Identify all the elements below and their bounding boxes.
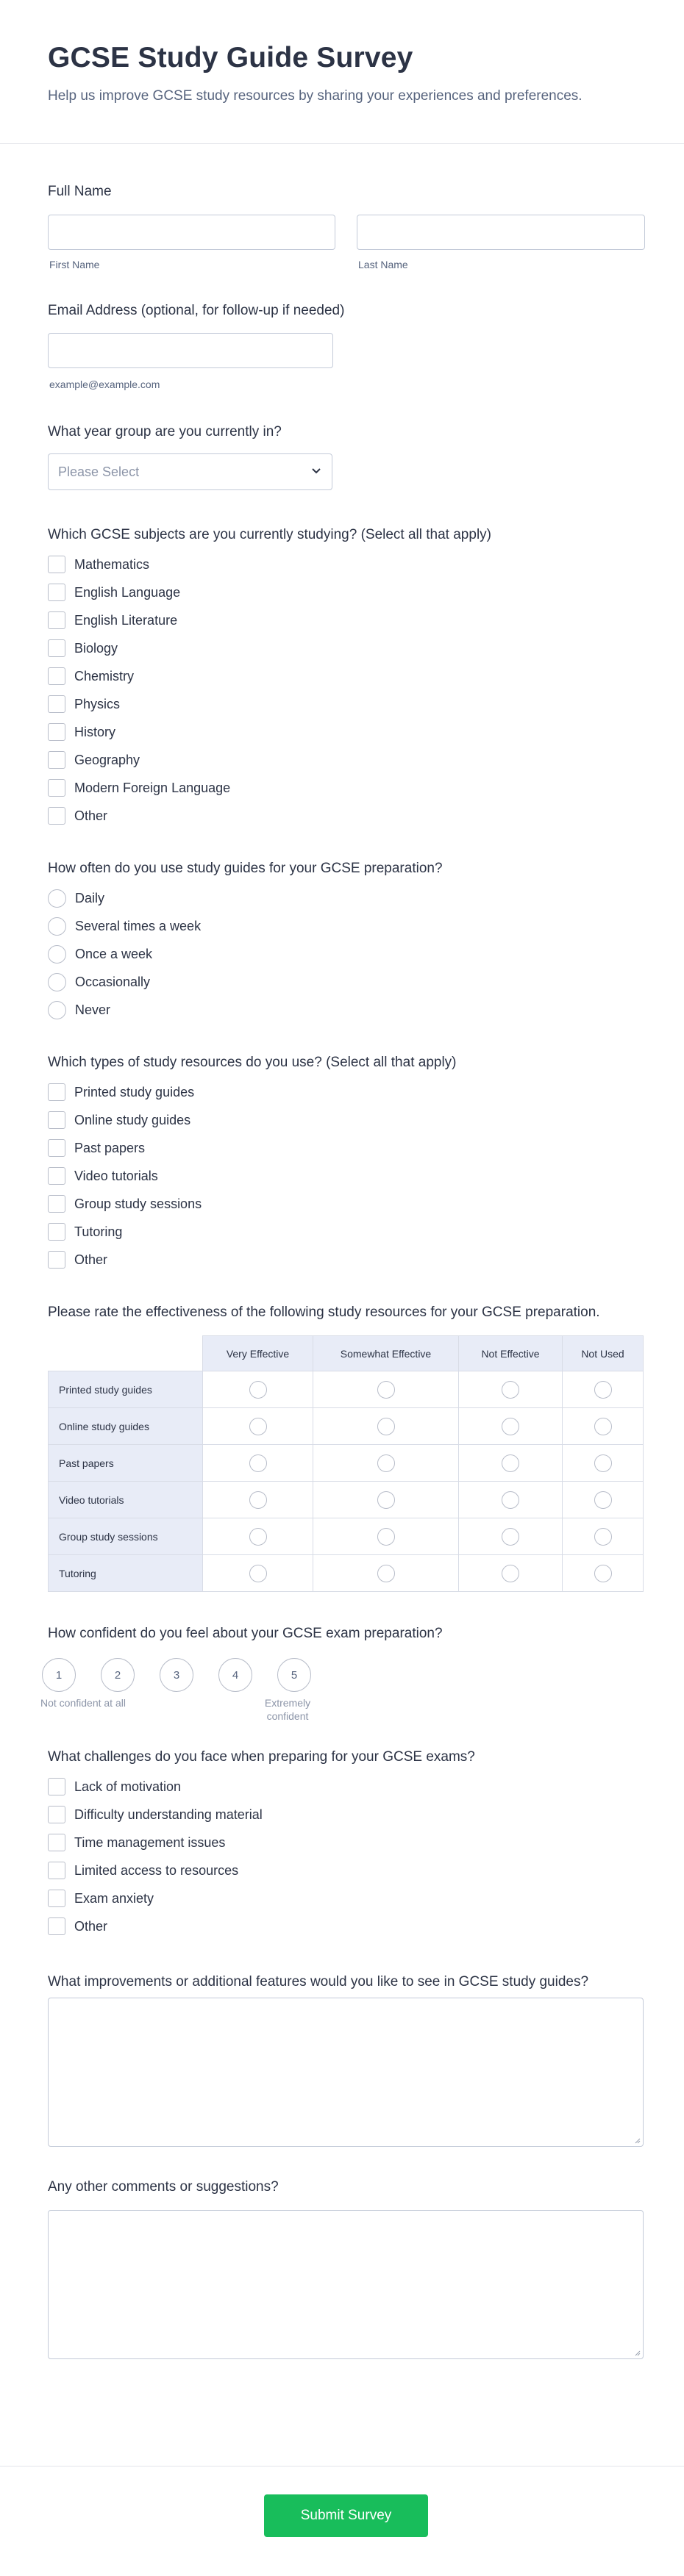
confidence-scale	[42, 1658, 644, 1692]
checkbox[interactable]	[48, 779, 65, 797]
matrix-radio[interactable]	[377, 1528, 395, 1546]
challenge-option[interactable]	[48, 1801, 644, 1829]
year-group-placeholder: Please Select	[58, 464, 140, 479]
subject-option[interactable]	[48, 690, 644, 718]
checkbox[interactable]	[48, 667, 65, 685]
radio-button[interactable]	[48, 917, 66, 936]
effectiveness-matrix	[48, 1335, 644, 1592]
subject-option[interactable]	[48, 718, 644, 746]
challenge-option[interactable]	[48, 1912, 644, 1940]
matrix-row-header: Tutoring	[49, 1555, 203, 1592]
matrix-radio[interactable]	[377, 1565, 395, 1582]
checkbox[interactable]	[48, 611, 65, 629]
matrix-column-header: Not Used	[563, 1336, 644, 1371]
option-label: Geography	[74, 752, 140, 767]
year-group-select[interactable]	[48, 453, 332, 490]
email-label: Email Address (optional, for follow-up if needed)	[48, 303, 345, 318]
email-question	[48, 301, 644, 390]
resources-question	[48, 1053, 644, 1274]
option-label: Video tutorials	[74, 1168, 158, 1183]
option-label: English Language	[74, 584, 181, 600]
form-header	[0, 0, 684, 144]
challenge-option[interactable]	[48, 1884, 644, 1912]
option-label: Daily	[75, 890, 105, 905]
matrix-radio[interactable]	[594, 1418, 612, 1435]
improvements-textarea[interactable]	[48, 1998, 644, 2147]
checkbox[interactable]	[48, 1862, 65, 1879]
option-label: Physics	[74, 696, 121, 711]
option-label: Other	[74, 1918, 108, 1934]
scale-option-1[interactable]: 1	[42, 1658, 76, 1692]
option-label: Other	[74, 1252, 108, 1267]
matrix-radio[interactable]	[249, 1454, 267, 1472]
option-label: Lack of motivation	[74, 1779, 182, 1794]
matrix-radio[interactable]	[377, 1418, 395, 1435]
matrix-radio[interactable]	[377, 1491, 395, 1509]
subject-option[interactable]	[48, 578, 644, 606]
matrix-radio[interactable]	[502, 1528, 519, 1546]
matrix-radio[interactable]	[249, 1491, 267, 1509]
comments-question	[48, 2178, 644, 2359]
frequency-option[interactable]	[48, 940, 644, 968]
first-name-sublabel: First Name	[49, 259, 100, 270]
subjects-question	[48, 525, 644, 830]
submit-button[interactable]: Submit Survey	[264, 2494, 428, 2537]
page-subtitle: Help us improve GCSE study resources by sharing your experiences and preferences.	[48, 88, 583, 104]
subject-option[interactable]	[48, 802, 644, 830]
matrix-radio[interactable]	[594, 1381, 612, 1399]
option-label: Limited access to resources	[74, 1862, 239, 1878]
challenge-option[interactable]	[48, 1773, 644, 1801]
option-label: Exam anxiety	[74, 1890, 154, 1906]
subjects-label: Which GCSE subjects are you currently studying? (Select all that apply)	[48, 527, 491, 542]
subject-option[interactable]	[48, 606, 644, 634]
matrix-corner	[49, 1336, 203, 1371]
frequency-option[interactable]	[48, 912, 644, 940]
resource-option[interactable]	[48, 1246, 644, 1274]
scale-option-4[interactable]: 4	[218, 1658, 252, 1692]
challenge-option[interactable]	[48, 1829, 644, 1856]
matrix-row-header: Printed study guides	[49, 1371, 203, 1408]
matrix-radio[interactable]	[594, 1491, 612, 1509]
checkbox[interactable]	[48, 1195, 65, 1213]
challenges-label: What challenges do you face when preparing for your GCSE exams?	[48, 1749, 475, 1765]
scale-high-label: Extremely confident	[264, 1697, 311, 1722]
matrix-column-header: Not Effective	[459, 1336, 563, 1371]
scale-option-5[interactable]: 5	[277, 1658, 311, 1692]
email-input[interactable]	[48, 333, 333, 368]
matrix-row-header: Video tutorials	[49, 1482, 203, 1518]
checkbox[interactable]	[48, 584, 65, 601]
form-footer	[0, 2466, 684, 2576]
matrix-radio[interactable]	[377, 1381, 395, 1399]
option-label: History	[74, 724, 116, 739]
resources-label: Which types of study resources do you use? (Select all that apply)	[48, 1055, 457, 1070]
matrix-radio[interactable]	[594, 1528, 612, 1546]
option-label: Several times a week	[75, 918, 202, 933]
improvements-question	[48, 1973, 644, 2147]
matrix-radio[interactable]	[249, 1381, 267, 1399]
survey-form	[0, 182, 684, 2359]
matrix-radio[interactable]	[377, 1454, 395, 1472]
resize-handle-icon[interactable]	[633, 2349, 641, 2356]
matrix-radio[interactable]	[249, 1565, 267, 1582]
option-label: English Literature	[74, 612, 178, 628]
matrix-row-header: Past papers	[49, 1445, 203, 1482]
checkbox[interactable]	[48, 1890, 65, 1907]
matrix-radio[interactable]	[502, 1491, 519, 1509]
confidence-label: How confident do you feel about your GCSE exam preparation?	[48, 1626, 443, 1641]
matrix-row-header: Online study guides	[49, 1408, 203, 1445]
resource-option[interactable]	[48, 1162, 644, 1190]
matrix-row	[49, 1408, 644, 1445]
first-name-input[interactable]	[48, 215, 335, 250]
checkbox[interactable]	[48, 1111, 65, 1129]
radio-button[interactable]	[48, 945, 66, 964]
matrix-radio[interactable]	[594, 1565, 612, 1582]
subject-option[interactable]	[48, 662, 644, 690]
resource-option[interactable]	[48, 1190, 644, 1218]
matrix-column-header: Very Effective	[203, 1336, 313, 1371]
confidence-question	[40, 1624, 644, 1726]
matrix-row	[49, 1371, 644, 1408]
checkbox[interactable]	[48, 556, 65, 573]
option-label: Occasionally	[75, 974, 151, 989]
radio-button[interactable]	[48, 1001, 66, 1019]
checkbox[interactable]	[48, 639, 65, 657]
subject-option[interactable]	[48, 634, 644, 662]
frequency-option[interactable]	[48, 968, 644, 996]
option-label: Past papers	[74, 1140, 146, 1155]
effectiveness-label: Please rate the effectiveness of the following study resources for your GCSE preparation.	[48, 1305, 600, 1320]
matrix-row	[49, 1445, 644, 1482]
matrix-radio[interactable]	[594, 1454, 612, 1472]
page-title: GCSE Study Guide Survey	[48, 42, 413, 73]
checkbox[interactable]	[48, 1223, 65, 1241]
year-group-label: What year group are you currently in?	[48, 424, 282, 440]
option-label: Biology	[74, 640, 118, 656]
option-label: Tutoring	[74, 1224, 123, 1239]
option-label: Modern Foreign Language	[74, 780, 231, 795]
matrix-radio[interactable]	[502, 1565, 519, 1582]
matrix-radio[interactable]	[249, 1418, 267, 1435]
subject-option[interactable]	[48, 774, 644, 802]
option-label: Once a week	[75, 946, 153, 961]
last-name-sublabel: Last Name	[358, 259, 408, 270]
matrix-column-header: Somewhat Effective	[313, 1336, 459, 1371]
subject-option[interactable]	[48, 550, 644, 578]
checkbox[interactable]	[48, 1083, 65, 1101]
challenge-option[interactable]	[48, 1856, 644, 1884]
checkbox[interactable]	[48, 1917, 65, 1935]
frequency-option[interactable]	[48, 996, 644, 1024]
option-label: Group study sessions	[74, 1196, 202, 1211]
full-name-label: Full Name	[48, 184, 112, 199]
checkbox[interactable]	[48, 1806, 65, 1823]
checkbox[interactable]	[48, 1167, 65, 1185]
frequency-option[interactable]	[48, 884, 644, 912]
matrix-row	[49, 1518, 644, 1555]
effectiveness-question	[48, 1303, 644, 1592]
matrix-row	[49, 1482, 644, 1518]
improvements-label: What improvements or additional features would you like to see in GCSE study guides?	[48, 1974, 589, 1990]
matrix-radio[interactable]	[502, 1454, 519, 1472]
scale-option-3[interactable]: 3	[160, 1658, 193, 1692]
option-label: Mathematics	[74, 556, 150, 572]
challenges-question	[48, 1748, 644, 1940]
chevron-down-icon	[311, 467, 321, 475]
checkbox[interactable]	[48, 1778, 65, 1795]
checkbox[interactable]	[48, 723, 65, 741]
matrix-radio[interactable]	[249, 1528, 267, 1546]
checkbox[interactable]	[48, 751, 65, 769]
matrix-row	[49, 1555, 644, 1592]
subject-option[interactable]	[48, 746, 644, 774]
checkbox[interactable]	[48, 1139, 65, 1157]
resize-handle-icon[interactable]	[633, 2136, 641, 2144]
radio-button[interactable]	[48, 973, 66, 991]
comments-label: Any other comments or suggestions?	[48, 2179, 279, 2195]
resource-option[interactable]	[48, 1218, 644, 1246]
resource-option[interactable]	[48, 1134, 644, 1162]
resource-option[interactable]	[48, 1106, 644, 1134]
year-group-question	[48, 423, 644, 490]
resource-option[interactable]	[48, 1078, 644, 1106]
matrix-radio[interactable]	[502, 1381, 519, 1399]
matrix-row-header: Group study sessions	[49, 1518, 203, 1555]
scale-low-label: Not confident at all	[40, 1697, 126, 1709]
last-name-input[interactable]	[357, 215, 645, 250]
checkbox[interactable]	[48, 1834, 65, 1851]
checkbox[interactable]	[48, 695, 65, 713]
option-label: Never	[75, 1002, 111, 1017]
option-label: Chemistry	[74, 668, 135, 684]
option-label: Time management issues	[74, 1834, 226, 1850]
option-label: Difficulty understanding material	[74, 1807, 263, 1822]
radio-button[interactable]	[48, 889, 66, 908]
comments-textarea[interactable]	[48, 2210, 644, 2359]
matrix-radio[interactable]	[502, 1418, 519, 1435]
scale-option-2[interactable]: 2	[101, 1658, 135, 1692]
checkbox[interactable]	[48, 807, 65, 825]
option-label: Printed study guides	[74, 1084, 195, 1099]
checkbox[interactable]	[48, 1251, 65, 1269]
option-label: Other	[74, 808, 108, 823]
full-name-question	[48, 182, 644, 270]
frequency-label: How often do you use study guides for your GCSE preparation?	[48, 861, 443, 876]
email-sublabel: example@example.com	[49, 378, 160, 390]
frequency-question	[48, 859, 644, 1024]
option-label: Online study guides	[74, 1112, 191, 1127]
